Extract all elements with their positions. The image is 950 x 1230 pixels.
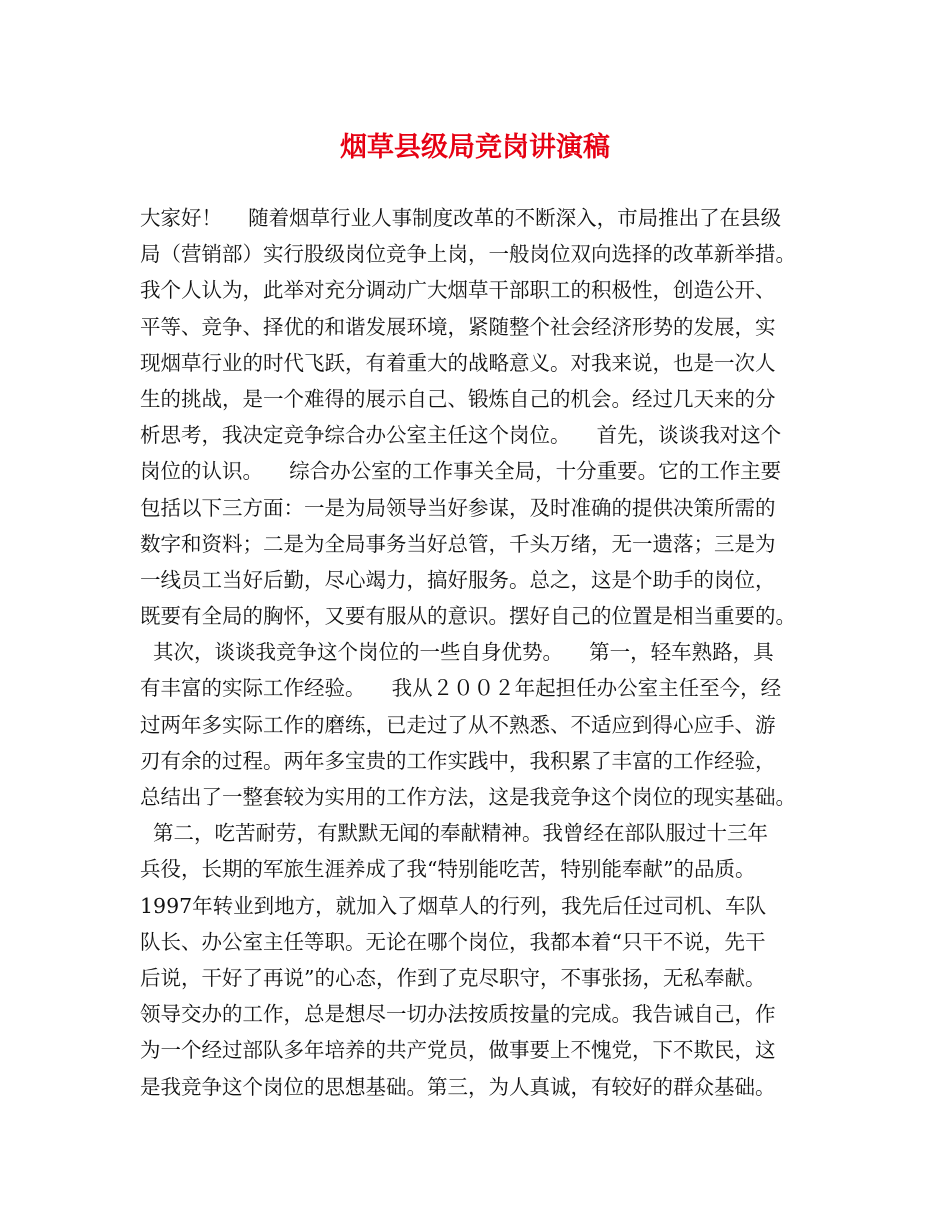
text-line: 一线员工当好后勤，尽心竭力，搞好服务。总之，这是个助手的岗位， xyxy=(140,567,776,592)
text-line: 领导交办的工作，总是想尽一切办法按质按量的完成。我告诫自己，作 xyxy=(140,1002,776,1027)
text-line: 大家好！ 随着烟草行业人事制度改革的不断深入，市局推出了在县级 xyxy=(140,206,782,230)
text-line: 生的挑战，是一个难得的展示自己、锻炼自己的机会。经过几天来的分 xyxy=(140,386,776,411)
text-line: 1997年转业到地方，就加入了烟草人的行列，我先后任过司机、车队 xyxy=(140,893,767,918)
text-line: 队长、办公室主任等职。无论在哪个岗位，我都本着“只干不说，先干 xyxy=(140,929,766,954)
text-line: 平等、竞争、择优的和谐发展环境，紧随整个社会经济形势的发展，实 xyxy=(140,314,776,339)
text-line: 局（营销部）实行股级岗位竞争上岗，一般岗位双向选择的改革新举措。 xyxy=(140,242,796,267)
text-line: 其次，谈谈我竞争这个岗位的一些自身优势。 第一，轻车熟路，具 xyxy=(140,640,774,665)
text-line: 我个人认为，此举对充分调动广大烟草干部职工的积极性，创造公开、 xyxy=(140,278,776,303)
text-line: 岗位的认识。 综合办公室的工作事关全局，十分重要。它的工作主要 xyxy=(140,459,782,484)
text-line: 过两年多实际工作的磨练，已走过了从不熟悉、不适应到得心应手、游 xyxy=(140,712,776,737)
text-line: 析思考，我决定竞争综合办公室主任这个岗位。 首先，谈谈我对这个 xyxy=(140,423,782,448)
document-body xyxy=(140,200,830,1105)
text-line: 后说，干好了再说”的心态，作到了克尽职守，不事张扬，无私奉献。 xyxy=(140,965,766,990)
text-line: 第二，吃苦耐劳，有默默无闻的奉献精神。我曾经在部队服过十三年 xyxy=(140,821,769,846)
text-line: 既要有全局的胸怀，又要有服从的意识。摆好自己的位置是相当重要的。 xyxy=(140,604,796,629)
text-line: 现烟草行业的时代飞跃，有着重大的战略意义。对我来说，也是一次人 xyxy=(140,350,776,375)
text-line: 为一个经过部队多年培养的共产党员，做事要上不愧党，下不欺民，这 xyxy=(140,1038,776,1063)
text-line: 数字和资料；二是为全局事务当好总管，千头万绪，无一遗落；三是为 xyxy=(140,531,776,556)
document-title: 烟草县级局竞岗讲演稿 xyxy=(340,132,610,163)
text-line: 总结出了一整套较为实用的工作方法，这是我竞争这个岗位的现实基础。 xyxy=(140,785,796,809)
text-line: 有丰富的实际工作经验。 我从２００２年起担任办公室主任至今，经 xyxy=(140,676,782,701)
text-line: 包括以下三方面：一是为局领导当好参谋，及时准确的提供决策所需的 xyxy=(140,495,776,520)
text-line: 兵役，长期的军旅生涯养成了我“特别能吃苦，特别能奉献”的品质。 xyxy=(140,857,756,882)
text-line: 刃有余的过程。两年多宝贵的工作实践中，我积累了丰富的工作经验， xyxy=(140,748,776,773)
text-line: 是我竞争这个岗位的思想基础。第三，为人真诚，有较好的群众基础。 xyxy=(140,1074,776,1099)
